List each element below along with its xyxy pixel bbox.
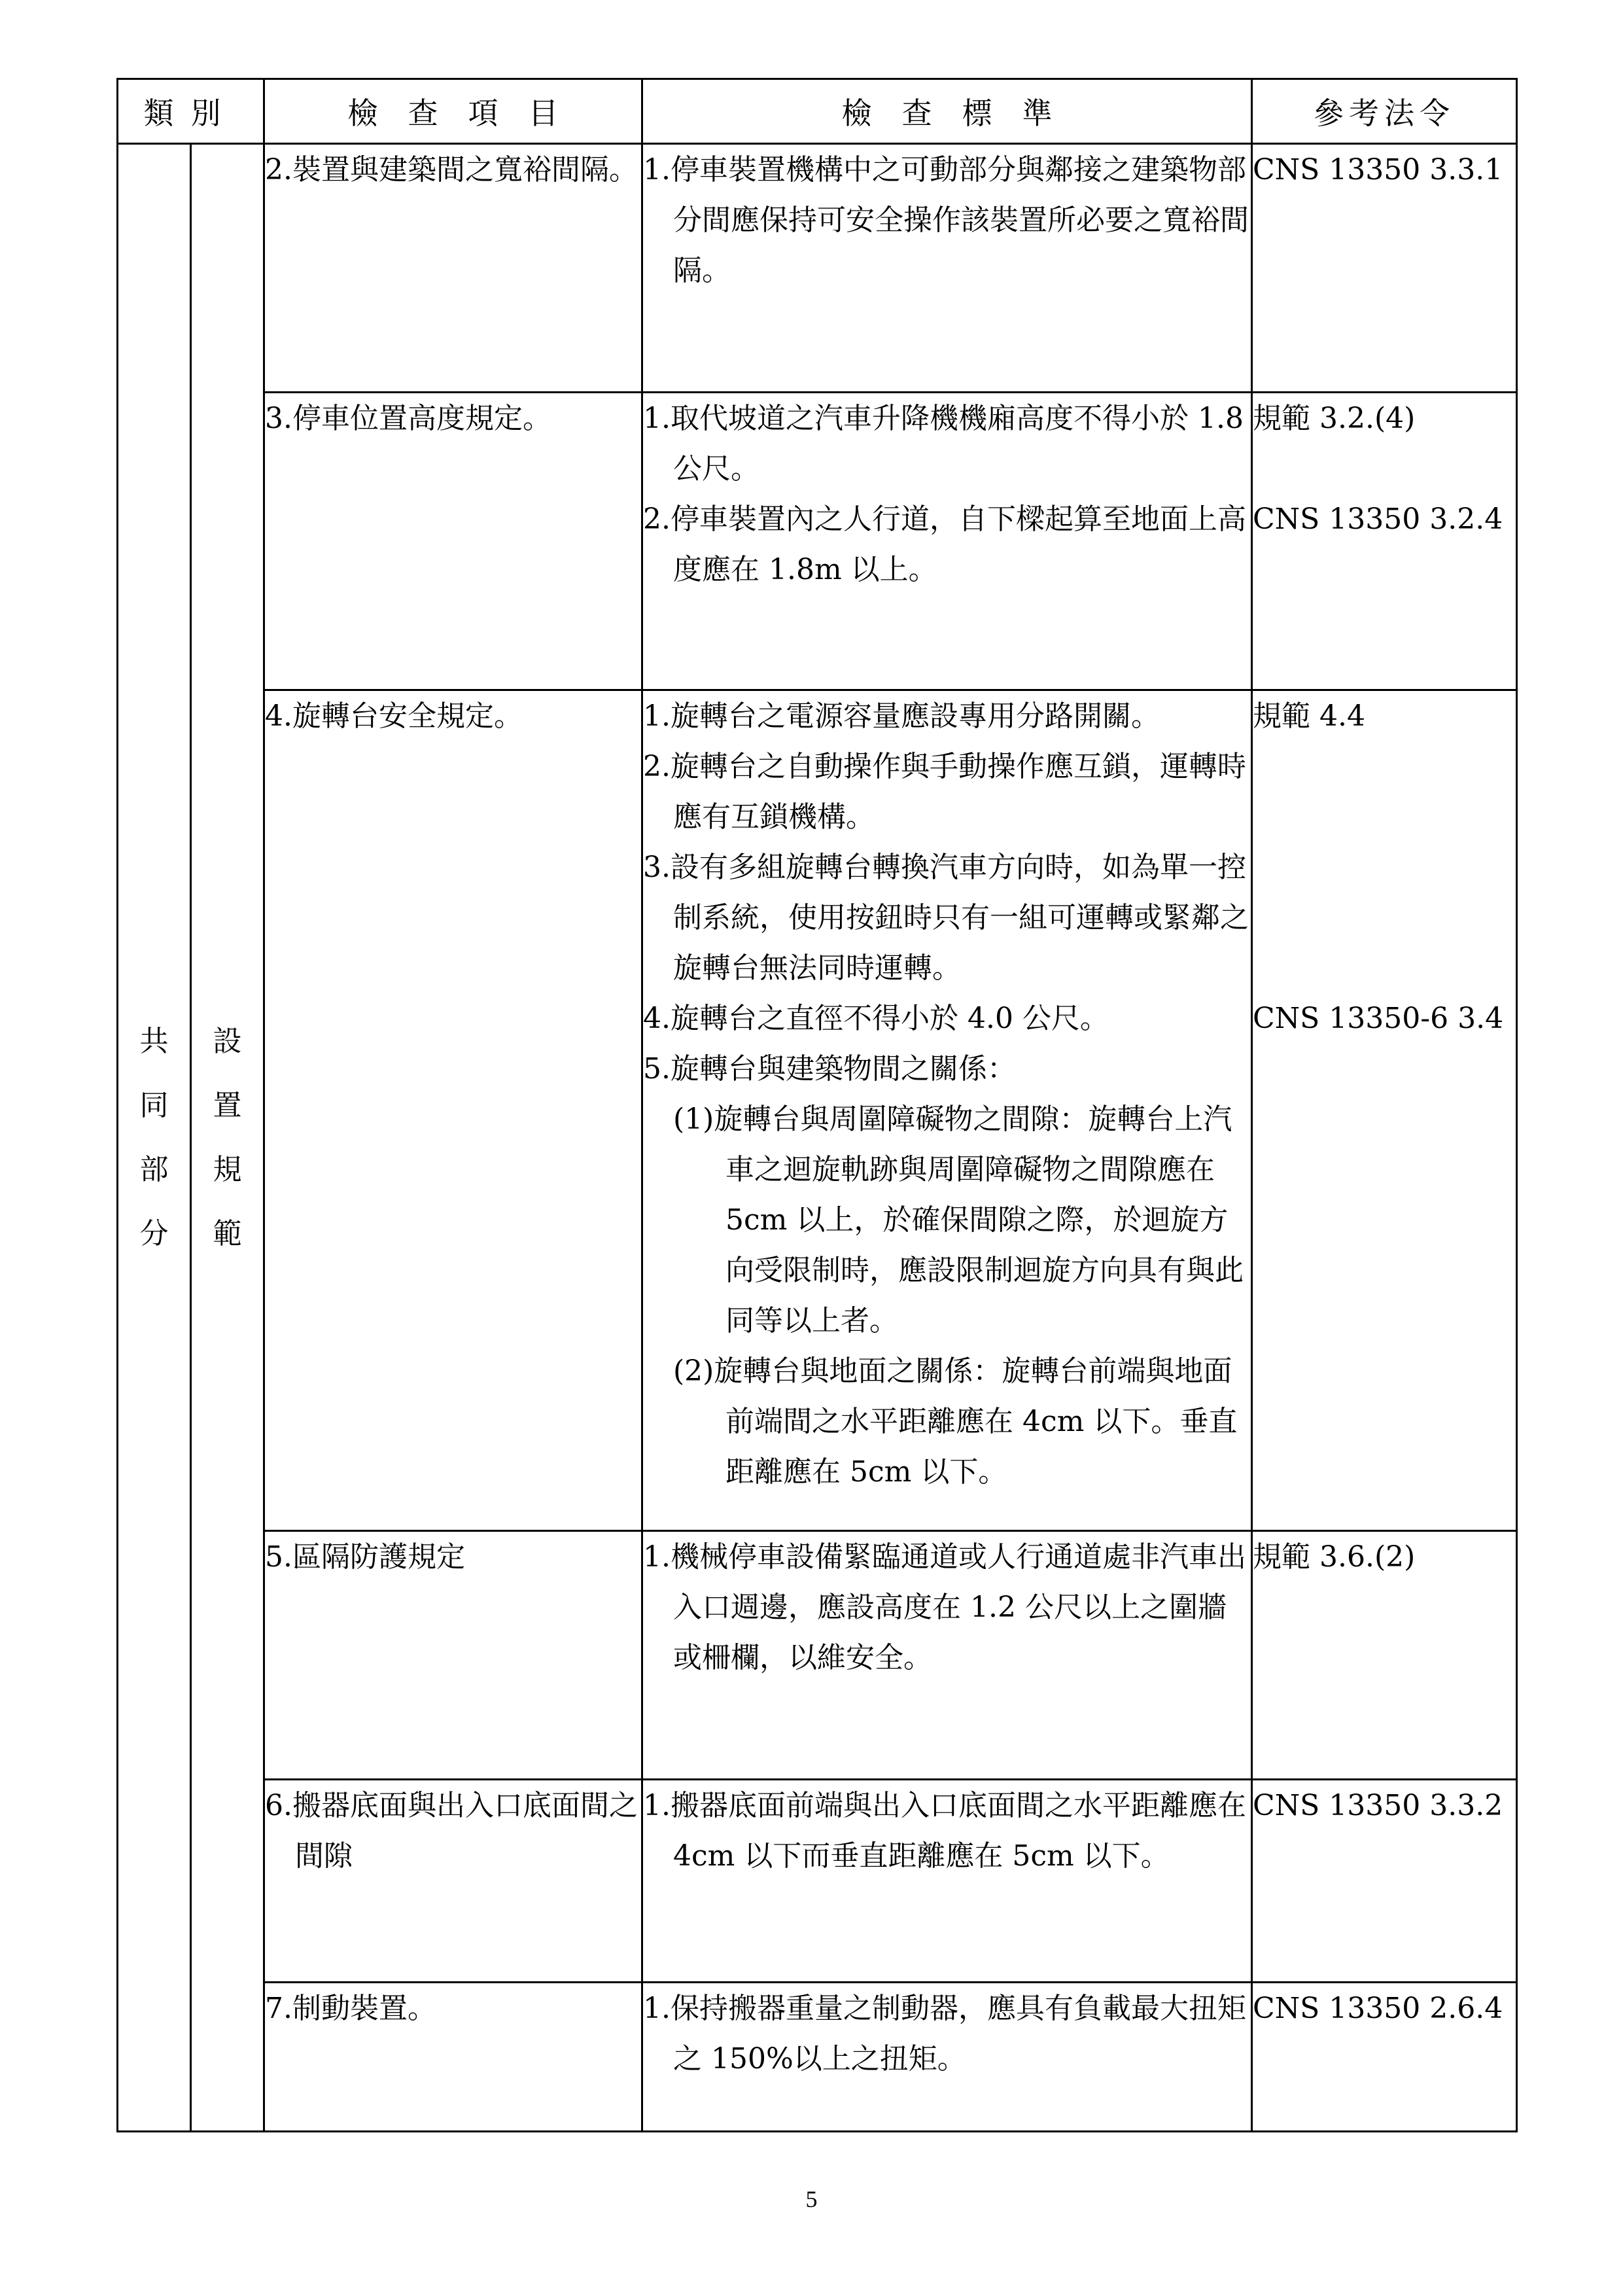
standard-text: 5.旋轉台與建築物間之關係：: [643, 1052, 1016, 1086]
reference-text: 規範 3.6.(2): [1253, 1540, 1416, 1574]
item-text: 7.制動裝置。: [265, 1992, 436, 2025]
category-outer-char: 共: [139, 1024, 169, 1058]
reference-text: CNS 13350 2.6.4: [1253, 1992, 1503, 2025]
category-inner-char: 設: [213, 1024, 242, 1058]
reference-text: CNS 13350 3.3.1: [1253, 153, 1503, 186]
inspection-table: [116, 78, 1518, 2132]
reference-spacer: [1253, 842, 1516, 892]
standard-cell: [642, 393, 1252, 690]
item-text: 5.區隔防護規定: [265, 1540, 465, 1574]
item-cell: [264, 1531, 642, 1780]
sub-standard-text: (2)旋轉台與地面之關係：旋轉台前端與地面前端間之水平距離應在 4cm 以下。垂直距離應在 5cm 以下。: [673, 1354, 1238, 1489]
reference-spacer: [1253, 741, 1516, 792]
item-cell: [264, 1983, 642, 2132]
table-header-row: [118, 79, 1517, 144]
reference-spacer: [1253, 444, 1516, 494]
header-category: 類別: [118, 79, 264, 144]
standard-text: 1.搬器底面前端與出入口底面間之水平距離應在 4cm 以下而垂直距離應在 5cm 以下。: [643, 1789, 1246, 1873]
item-text: 2.裝置與建築間之寬裕間隔。: [265, 153, 638, 186]
standard-cell: [642, 1531, 1252, 1780]
table-row: [118, 144, 1517, 393]
reference-spacer: [1253, 792, 1516, 842]
reference-spacer: [1253, 943, 1516, 993]
category-inner-char: 規: [213, 1152, 242, 1186]
standard-text: 1.停車裝置機構中之可動部分與鄰接之建築物部分間應保持可安全操作該裝置所必要之寬裕間隔。: [643, 153, 1249, 287]
item-cell: [264, 144, 642, 393]
reference-cell: [1252, 393, 1517, 690]
item-cell: [264, 393, 642, 690]
reference-text: CNS 13350 3.2.4: [1253, 503, 1503, 536]
reference-cell: [1252, 1983, 1517, 2132]
standard-cell: [642, 144, 1252, 393]
reference-cell: [1252, 1531, 1517, 1780]
reference-text: 規範 4.4: [1253, 699, 1365, 733]
standard-text: 1.保持搬器重量之制動器，應具有負載最大扭矩之 150%以上之扭矩。: [643, 1992, 1246, 2075]
header-item: 檢 查 項 目: [264, 79, 642, 144]
sub-standard-text: (1)旋轉台與周圍障礙物之間隙：旋轉台上汽車之迴旋軌跡與周圍障礙物之間隙應在 5cm 以上，於確保間隙之際，於迴旋方向受限制時，應設限制迴旋方向具有與此同等以上者。: [673, 1103, 1244, 1337]
reference-cell: [1252, 690, 1517, 1531]
reference-text: CNS 13350-6 3.4: [1253, 1002, 1504, 1035]
table-row: [118, 1780, 1517, 1983]
item-text: 4.旋轉台安全規定。: [265, 699, 523, 733]
header-standard: 檢 查 標 準: [642, 79, 1252, 144]
category-outer-char: 同: [139, 1088, 169, 1122]
standard-text: 2.旋轉台之自動操作與手動操作應互鎖，運轉時應有互鎖機構。: [643, 750, 1246, 834]
reference-spacer: [1253, 892, 1516, 943]
reference-text: CNS 13350 3.3.2: [1253, 1789, 1503, 1822]
reference-cell: [1252, 144, 1517, 393]
standard-text: 1.旋轉台之電源容量應設專用分路開關。: [643, 699, 1160, 733]
table-row: [118, 393, 1517, 690]
page-number: 5: [805, 2186, 818, 2212]
standard-text: 1.取代坡道之汽車升降機機廂高度不得小於 1.8 公尺。: [643, 402, 1244, 486]
table-row: [118, 1983, 1517, 2132]
reference-cell: [1252, 1780, 1517, 1983]
standard-cell: [642, 1780, 1252, 1983]
category-inner-cell: [191, 144, 264, 2132]
item-cell: [264, 690, 642, 1531]
standard-text: 3.設有多組旋轉台轉換汽車方向時，如為單一控制系統，使用按鈕時只有一組可運轉或緊鄰之旋轉台無法同時運轉。: [643, 851, 1249, 985]
standard-text: 2.停車裝置內之人行道，自下樑起算至地面上高度應在 1.8m 以上。: [643, 503, 1246, 586]
category-outer-char: 分: [139, 1216, 169, 1250]
standard-cell: [642, 1983, 1252, 2132]
standard-cell: [642, 690, 1252, 1531]
category-outer-char: 部: [139, 1152, 169, 1186]
table-row: [118, 1531, 1517, 1780]
category-inner-char: 範: [213, 1216, 242, 1250]
item-cell: [264, 1780, 642, 1983]
item-text: 3.停車位置高度規定。: [265, 402, 551, 435]
reference-text: 規範 3.2.(4): [1253, 402, 1416, 435]
header-reference: 參考法令: [1252, 79, 1517, 144]
category-inner-char: 置: [213, 1088, 242, 1122]
standard-text: 1.機械停車設備緊臨通道或人行通道處非汽車出入口週邊，應設高度在 1.2 公尺以上之圍牆或柵欄，以維安全。: [643, 1540, 1246, 1674]
item-text: 6.搬器底面與出入口底面間之間隙: [265, 1789, 638, 1873]
category-outer-cell: [118, 144, 191, 2132]
standard-text: 4.旋轉台之直徑不得小於 4.0 公尺。: [643, 1002, 1109, 1035]
table-row: [118, 690, 1517, 1531]
